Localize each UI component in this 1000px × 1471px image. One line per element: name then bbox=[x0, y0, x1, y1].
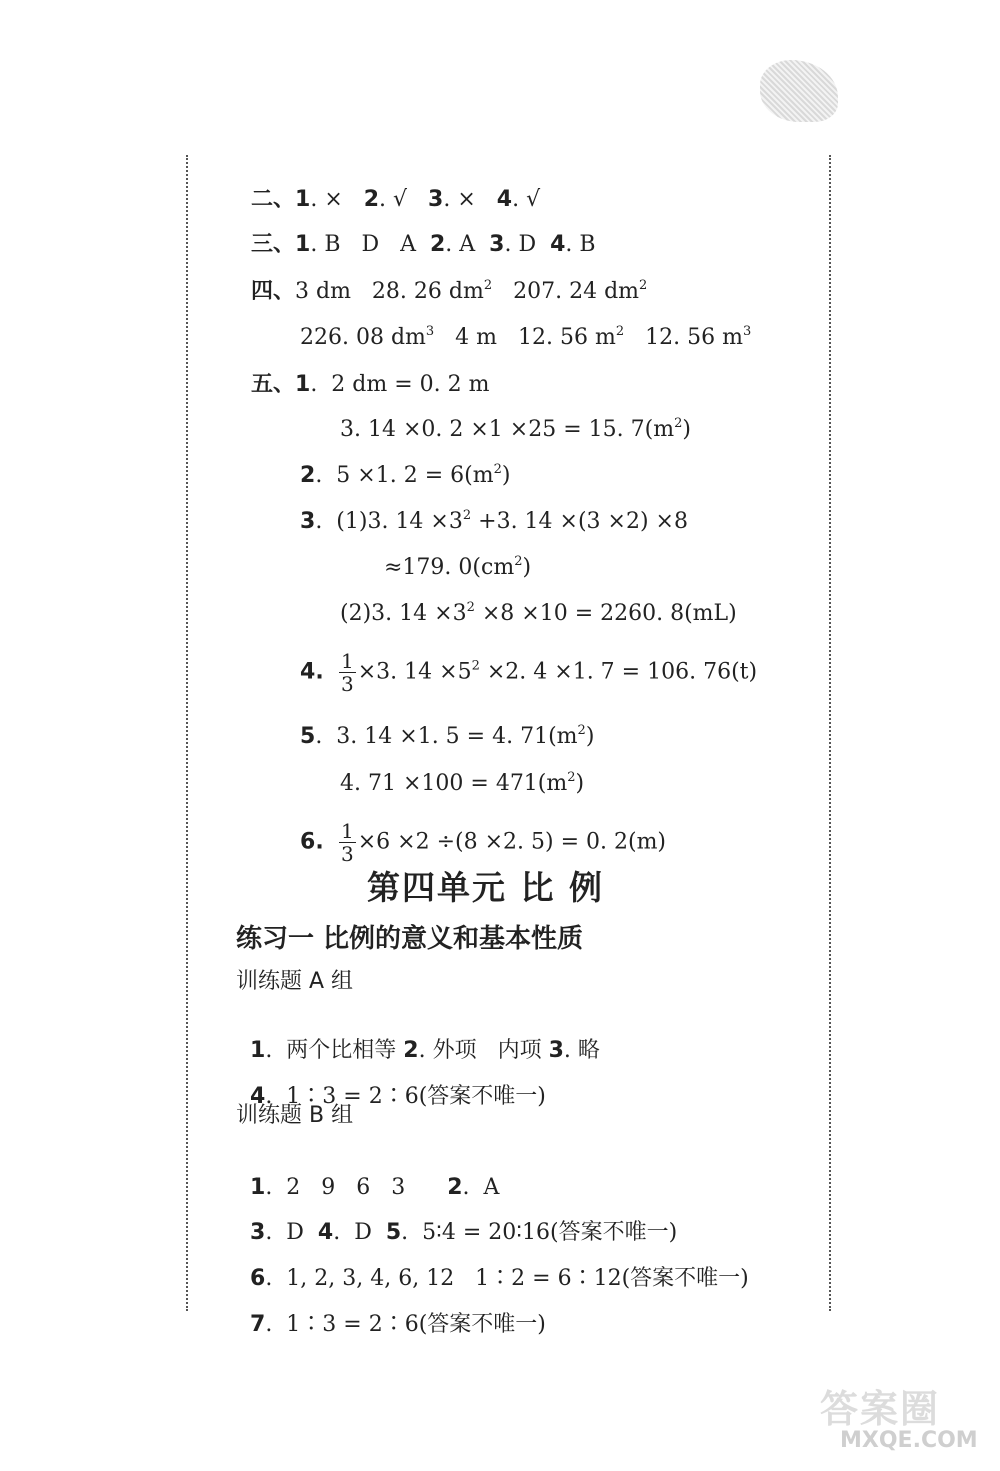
item-number: 3 bbox=[489, 232, 505, 257]
part-label: 二、 bbox=[251, 187, 296, 212]
answer-text: ) bbox=[522, 555, 532, 580]
item-number: 6 bbox=[250, 1266, 266, 1291]
group-b-heading: 训练题 B 组 bbox=[236, 1103, 354, 1128]
superscript: 2 bbox=[577, 723, 586, 738]
superscript: 2 bbox=[483, 278, 493, 293]
answer-text: . √ bbox=[512, 187, 541, 212]
item-number: 4 bbox=[250, 1084, 266, 1109]
answer-text: 226. 08 dm bbox=[300, 325, 426, 350]
superscript: 2 bbox=[493, 462, 502, 477]
superscript: 2 bbox=[514, 554, 523, 569]
left-dotted-border bbox=[186, 155, 188, 1311]
answer-text: 207. 24 dm bbox=[492, 279, 640, 304]
answer-text: . 1∶3 = 2∶6(答案不唯一) bbox=[265, 1312, 546, 1337]
fraction-denominator: 3 bbox=[341, 842, 354, 866]
answer-text: . √ bbox=[379, 187, 408, 212]
answer-text: . 外项 内项 bbox=[418, 1038, 549, 1063]
answer-text: ) bbox=[501, 463, 511, 488]
answer-text: . D bbox=[333, 1220, 386, 1245]
answer-text: . D bbox=[265, 1220, 318, 1245]
answer-text: . 1, 2, 3, 4, 6, 12 1∶2 = 6∶12(答案不唯一) bbox=[265, 1266, 749, 1291]
fraction-denominator: 3 bbox=[341, 672, 354, 696]
answer-text: ) bbox=[585, 724, 595, 749]
answer-text: ) bbox=[575, 771, 585, 796]
answer-text: 3 dm 28. 26 dm bbox=[295, 279, 484, 304]
fraction bbox=[339, 650, 356, 695]
item-number: 7 bbox=[250, 1312, 266, 1337]
answer-line-5-6: 6. $\frac{1}{3}$ ×6 ×2 ÷(8 ×2. 5) = 0. 2(m) bbox=[300, 819, 667, 866]
answer-text: ×2. 4 ×1. 7 = 106. 76(t) bbox=[479, 659, 758, 685]
superscript: 2 bbox=[471, 658, 480, 674]
answer-text: ≈179. 0(cm bbox=[384, 555, 515, 580]
answer-text: . A bbox=[462, 1175, 500, 1200]
item-number: 3 bbox=[300, 509, 316, 534]
item-number: 1 bbox=[295, 232, 311, 257]
item-number: 2 bbox=[300, 463, 316, 488]
superscript: 2 bbox=[462, 508, 472, 523]
item-number: 2 bbox=[363, 187, 380, 212]
watermark-url: MXQE.COM bbox=[840, 1428, 978, 1453]
superscript: 3 bbox=[425, 324, 435, 339]
item-number: 3 bbox=[548, 1038, 564, 1063]
answer-text: . 略 bbox=[563, 1038, 600, 1063]
group-a-heading: 训练题 A 组 bbox=[236, 969, 354, 994]
fraction bbox=[339, 820, 356, 865]
answer-text: . 3. 14 ×1. 5 = 4. 71(m bbox=[315, 724, 578, 749]
answer-text: . 两个比相等 bbox=[265, 1038, 404, 1063]
fraction-numerator: 1 bbox=[341, 649, 354, 673]
part-label: 五、 bbox=[251, 372, 296, 397]
answer-text: . × bbox=[443, 187, 476, 212]
corner-decoration bbox=[760, 60, 838, 122]
answer-text: . A bbox=[445, 232, 476, 257]
answer-text: . 2 dm = 0. 2 m bbox=[310, 372, 490, 397]
answer-text: . 5 ×1. 2 = 6(m bbox=[315, 463, 494, 488]
item-number: 3 bbox=[428, 187, 444, 212]
section-title: 练习一 比例的意义和基本性质 bbox=[236, 924, 584, 954]
superscript: 2 bbox=[567, 770, 576, 785]
answer-text: ) bbox=[682, 417, 691, 442]
item-number: 4 bbox=[300, 659, 316, 685]
item-number: 4 bbox=[496, 187, 513, 212]
item-number: 5 bbox=[385, 1220, 402, 1245]
part-label: 四、 bbox=[251, 279, 296, 304]
answer-text: . D bbox=[504, 232, 537, 257]
superscript: 2 bbox=[615, 324, 625, 339]
superscript: 3 bbox=[742, 324, 752, 339]
answer-text: . × bbox=[310, 187, 343, 212]
part-label: 三、 bbox=[251, 232, 296, 257]
item-number: 4 bbox=[550, 232, 566, 257]
watermark-logo: 答案圈 bbox=[820, 1387, 941, 1431]
answer-text: 4. 71 ×100 = 471(m bbox=[340, 771, 568, 796]
item-number: 1 bbox=[295, 187, 311, 212]
answer-text: ×6 ×2 ÷(8 ×2. 5) = 0. 2(m) bbox=[357, 829, 667, 855]
item-number: 1 bbox=[295, 372, 311, 397]
item-number: 4 bbox=[317, 1220, 334, 1245]
item-number: 3 bbox=[250, 1220, 266, 1245]
item-number: 2 bbox=[447, 1175, 463, 1200]
answer-text: ×3. 14 ×5 bbox=[357, 659, 472, 685]
answer-text: 4 m 12. 56 m bbox=[434, 325, 616, 350]
item-number: 1 bbox=[250, 1038, 266, 1063]
answer-text: . 5∶4 = 20∶16(答案不唯一) bbox=[401, 1220, 678, 1245]
right-dotted-border bbox=[829, 155, 831, 1311]
answer-text: . 2 9 6 3 bbox=[265, 1175, 448, 1200]
answer-text: +3. 14 ×(3 ×2) ×8 bbox=[471, 509, 688, 534]
answer-text: . 1∶3 = 2∶6(答案不唯一) bbox=[265, 1084, 546, 1109]
item-number: 5 bbox=[300, 724, 316, 749]
answer-text: ×8 ×10 = 2260. 8(mL) bbox=[474, 601, 737, 626]
answer-text: 3. 14 ×0. 2 ×1 ×25 = 15. 7(m bbox=[340, 417, 675, 442]
answer-text: . B D A bbox=[310, 232, 416, 257]
item-number: 2 bbox=[429, 232, 446, 257]
answer-text: . B bbox=[565, 232, 596, 257]
group-b-line-4 bbox=[236, 1280, 546, 1340]
answer-text: 12. 56 m bbox=[624, 325, 743, 350]
fraction-numerator: 1 bbox=[341, 819, 354, 843]
superscript: 2 bbox=[674, 416, 683, 431]
item-number: 1 bbox=[250, 1175, 266, 1200]
superscript: 2 bbox=[466, 600, 475, 615]
answer-line-5-4: 4. $\frac{1}{3}$ ×3. $14 \times 5^2 \times 2$. 4 ×1. 7 = 106. 76(t) bbox=[300, 649, 758, 696]
item-number: 6 bbox=[300, 829, 316, 855]
answer-text: (2)3. 14 ×3 bbox=[340, 601, 467, 626]
unit-title: 第四单元 比 例 bbox=[367, 868, 604, 907]
superscript: 2 bbox=[639, 278, 648, 293]
answer-text: . (1)3. 14 ×3 bbox=[315, 509, 463, 534]
item-number: 2 bbox=[403, 1038, 419, 1063]
